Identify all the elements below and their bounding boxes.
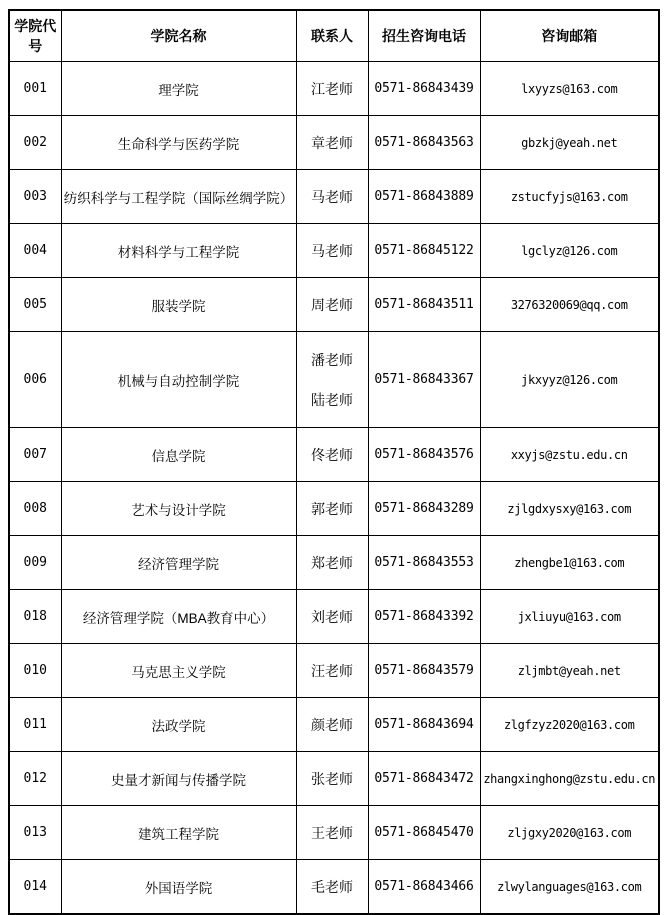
phone-cell: 0571-86843889 <box>368 170 480 224</box>
phone-cell: 0571-86843392 <box>368 590 480 644</box>
header-college-code: 学院代号 <box>9 10 61 62</box>
contact-person-cell: 毛老师 <box>296 860 368 915</box>
email-cell: lgclyz@126.com <box>480 224 659 278</box>
college-code-cell: 005 <box>9 278 61 332</box>
table-row <box>9 278 659 332</box>
email-cell: xxyjs@zstu.edu.cn <box>480 428 659 482</box>
contact-person-cell: 颜老师 <box>296 698 368 752</box>
table-row <box>9 752 659 806</box>
college-name-cell: 法政学院 <box>61 698 296 752</box>
contact-person-cell: 章老师 <box>296 116 368 170</box>
phone-cell: 0571-86845122 <box>368 224 480 278</box>
email-cell: jxliuyu@163.com <box>480 590 659 644</box>
table-row <box>9 170 659 224</box>
college-code-cell: 007 <box>9 428 61 482</box>
table-row <box>9 428 659 482</box>
table-row <box>9 590 659 644</box>
college-code-cell: 012 <box>9 752 61 806</box>
college-name-cell: 经济管理学院 <box>61 536 296 590</box>
college-name-cell: 纺织科学与工程学院（国际丝绸学院） <box>61 170 296 224</box>
table-row <box>9 224 659 278</box>
college-name-cell: 建筑工程学院 <box>61 806 296 860</box>
contact-person-cell: 郭老师 <box>296 482 368 536</box>
phone-cell: 0571-86843553 <box>368 536 480 590</box>
email-cell: zhangxinghong@zstu.edu.cn <box>480 752 659 806</box>
header-contact-person: 联系人 <box>296 10 368 62</box>
college-code-cell: 004 <box>9 224 61 278</box>
college-code-cell: 001 <box>9 62 61 116</box>
table-row <box>9 698 659 752</box>
college-code-cell: 003 <box>9 170 61 224</box>
college-name-cell: 外国语学院 <box>61 860 296 915</box>
college-name-cell: 信息学院 <box>61 428 296 482</box>
phone-cell: 0571-86843563 <box>368 116 480 170</box>
college-name-cell: 材料科学与工程学院 <box>61 224 296 278</box>
phone-cell: 0571-86843472 <box>368 752 480 806</box>
college-code-cell: 009 <box>9 536 61 590</box>
college-code-cell: 018 <box>9 590 61 644</box>
phone-cell: 0571-86843576 <box>368 428 480 482</box>
phone-cell: 0571-86843289 <box>368 482 480 536</box>
college-code-cell: 013 <box>9 806 61 860</box>
contact-line: 潘老师 <box>311 351 353 368</box>
header-row <box>9 10 659 62</box>
phone-cell: 0571-86843579 <box>368 644 480 698</box>
table-row <box>9 116 659 170</box>
contact-person-cell: 佟老师 <box>296 428 368 482</box>
email-cell: zljgxy2020@163.com <box>480 806 659 860</box>
email-cell: lxyyzs@163.com <box>480 62 659 116</box>
header-inquiry-email: 咨询邮箱 <box>480 10 659 62</box>
table-row <box>9 806 659 860</box>
email-cell: 3276320069@qq.com <box>480 278 659 332</box>
table-row <box>9 860 659 915</box>
table-row <box>9 482 659 536</box>
contact-person-cell: 汪老师 <box>296 644 368 698</box>
college-name-cell: 经济管理学院（MBA教育中心） <box>61 590 296 644</box>
email-cell: gbzkj@yeah.net <box>480 116 659 170</box>
table-body <box>9 62 659 915</box>
header-admissions-phone: 招生咨询电话 <box>368 10 480 62</box>
table-row <box>9 332 659 428</box>
table-row <box>9 644 659 698</box>
contact-person-cell <box>296 332 368 428</box>
email-cell: jkxyyz@126.com <box>480 332 659 428</box>
email-cell: zjlgdxysxy@163.com <box>480 482 659 536</box>
college-code-cell: 014 <box>9 860 61 915</box>
contact-person-cell: 王老师 <box>296 806 368 860</box>
contact-person-cell: 马老师 <box>296 170 368 224</box>
email-cell: zhengbe1@163.com <box>480 536 659 590</box>
email-cell: zlgfzyz2020@163.com <box>480 698 659 752</box>
table-row <box>9 536 659 590</box>
contact-person-cell: 刘老师 <box>296 590 368 644</box>
college-name-cell: 理学院 <box>61 62 296 116</box>
phone-cell: 0571-86843439 <box>368 62 480 116</box>
header-college-name: 学院名称 <box>61 10 296 62</box>
college-name-cell: 艺术与设计学院 <box>61 482 296 536</box>
college-code-cell: 002 <box>9 116 61 170</box>
admissions-contact-table <box>8 9 660 915</box>
college-name-cell: 史量才新闻与传播学院 <box>61 752 296 806</box>
college-code-cell: 008 <box>9 482 61 536</box>
table-row <box>9 62 659 116</box>
contact-person-cell: 周老师 <box>296 278 368 332</box>
college-code-cell: 010 <box>9 644 61 698</box>
college-name-cell: 生命科学与医药学院 <box>61 116 296 170</box>
email-cell: zstucfyjs@163.com <box>480 170 659 224</box>
college-code-cell: 011 <box>9 698 61 752</box>
phone-cell: 0571-86845470 <box>368 806 480 860</box>
phone-cell: 0571-86843466 <box>368 860 480 915</box>
college-code-cell: 006 <box>9 332 61 428</box>
phone-cell: 0571-86843367 <box>368 332 480 428</box>
contact-person-cell: 张老师 <box>296 752 368 806</box>
college-name-cell: 服装学院 <box>61 278 296 332</box>
email-cell: zljmbt@yeah.net <box>480 644 659 698</box>
contact-line: 陆老师 <box>311 391 353 408</box>
contact-person-cell: 马老师 <box>296 224 368 278</box>
college-name-cell: 马克思主义学院 <box>61 644 296 698</box>
email-cell: zlwylanguages@163.com <box>480 860 659 915</box>
contact-person-cell: 郑老师 <box>296 536 368 590</box>
phone-cell: 0571-86843694 <box>368 698 480 752</box>
contact-person-cell: 江老师 <box>296 62 368 116</box>
phone-cell: 0571-86843511 <box>368 278 480 332</box>
college-name-cell: 机械与自动控制学院 <box>61 332 296 428</box>
